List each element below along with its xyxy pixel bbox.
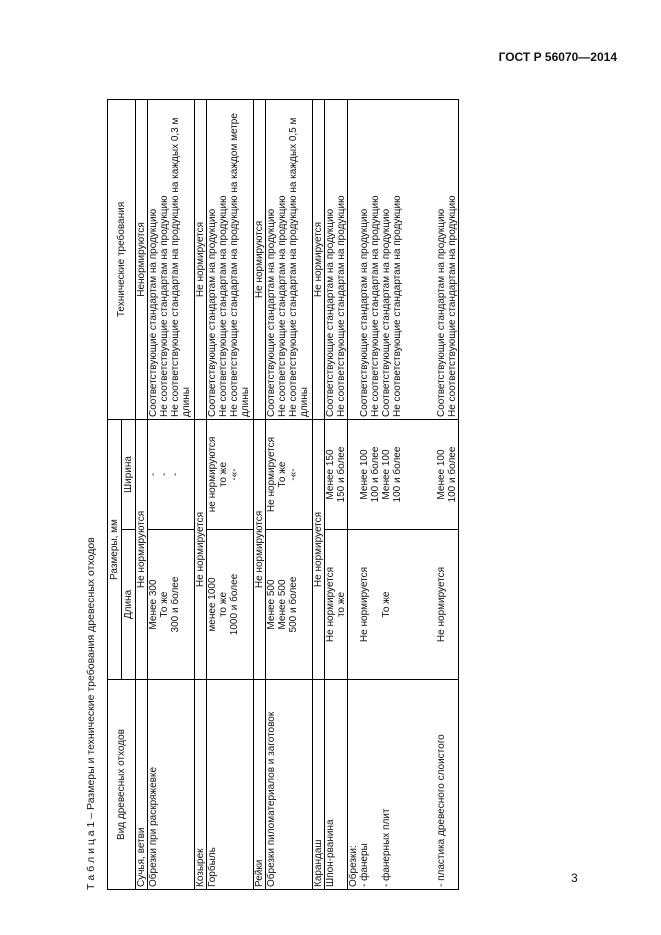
cell-requirements: Соответствующие стандартам на продукцию Не соответствующие стандартам на продукцию Соответствующие стандартам на продукцию Не соответствующие стандартам на продукцию Соответствующие стандартам на продукцию Не соответствующие стандартам на продукцию <box>348 100 459 420</box>
cell-requirements: Соответствующие стандартам на продукцию Не соответствующие стандартам на продукцию <box>325 100 348 420</box>
cell-requirements: Соответствующие стандартам на продукцию Не соответствующие стандартам на продукцию Не соответствующие стандартам на продукцию на каждом метре длины <box>207 100 254 420</box>
table-row <box>207 100 254 890</box>
header-length: Длина <box>122 530 136 680</box>
cell-kind: Обрезки пиломатериалов и заготовок <box>266 680 313 890</box>
cell-kind: Козырек <box>195 680 207 890</box>
cell-requirements: Соответствующие стандартам на продукцию Не соответствующие стандартам на продукцию Не соответствующие стандартам на продукцию на каждых 0,5 м длины <box>266 100 313 420</box>
table-row <box>325 100 348 890</box>
table-row <box>148 100 195 890</box>
standard-header: ГОСТ Р 56070—2014 <box>498 50 617 64</box>
cell-requirements: Не нормируются <box>254 100 266 420</box>
table-row <box>136 100 148 890</box>
rotated-content <box>83 100 519 890</box>
header-kind: Вид древесных отходов <box>108 680 136 890</box>
cell-kind: Сучья, ветви <box>136 680 148 890</box>
cell-kind: Карандаш <box>313 680 325 890</box>
cell-width: Не нормируется То же -«- <box>266 420 313 530</box>
cell-kind: Горбыль <box>207 680 254 890</box>
header-row <box>108 100 122 890</box>
cell-length: Менее 500 Менее 500 500 и более <box>266 530 313 680</box>
table-row <box>266 100 313 890</box>
cell-sizes: Не нормируются <box>254 420 266 680</box>
table-row <box>195 100 207 890</box>
cell-width: Менее 100 100 и более Менее 100 100 и более Менее 100 100 и более <box>348 420 459 530</box>
table-row <box>348 100 459 890</box>
cell-kind: Обрезки при раскряжевке <box>148 680 195 890</box>
cell-requirements: Соответствующие стандартам на продукцию Не соответствующие стандартам на продукцию Не соответствующие стандартам на продукцию на каждых 0,3 м длины <box>148 100 195 420</box>
cell-width: Менее 150 150 и более <box>325 420 348 530</box>
table-row <box>254 100 266 890</box>
cell-kind: Рейки <box>254 680 266 890</box>
rotated-table-area <box>83 100 519 890</box>
cell-length: менее 1000 то же 1000 и более <box>207 530 254 680</box>
header-requirements: Технические требования <box>108 100 136 420</box>
cell-requirements: Ненормируются <box>136 100 148 420</box>
cell-requirements: Не нормируется <box>195 100 207 420</box>
cell-kind: Обрезки: - фанеры - фанерных плит - пластика древесного слоистого <box>348 680 459 890</box>
cell-kind: Шпон-рванина <box>325 680 348 890</box>
cell-width: не нормируются то же -«- <box>207 420 254 530</box>
cell-length: Не нормируется то же <box>325 530 348 680</box>
waste-table <box>107 99 459 890</box>
cell-requirements: Не нормируется <box>313 100 325 420</box>
header-sizes: Размеры, мм <box>108 420 122 680</box>
cell-width: - - - <box>148 420 195 530</box>
table-row <box>313 100 325 890</box>
cell-length: Не нормируется То же Не нормируется <box>348 530 459 680</box>
page-number: 3 <box>571 871 578 885</box>
cell-sizes: Не нормируется <box>195 420 207 680</box>
cell-length: Менее 300 То же 300 и более <box>148 530 195 680</box>
cell-sizes: Не нормируются <box>136 420 148 680</box>
header-width: Ширина <box>122 420 136 530</box>
table-caption: Т а б л и ц а 1 – Размеры и технические требования древесных отходов <box>85 537 97 890</box>
cell-sizes: Не нормируется <box>313 420 325 680</box>
